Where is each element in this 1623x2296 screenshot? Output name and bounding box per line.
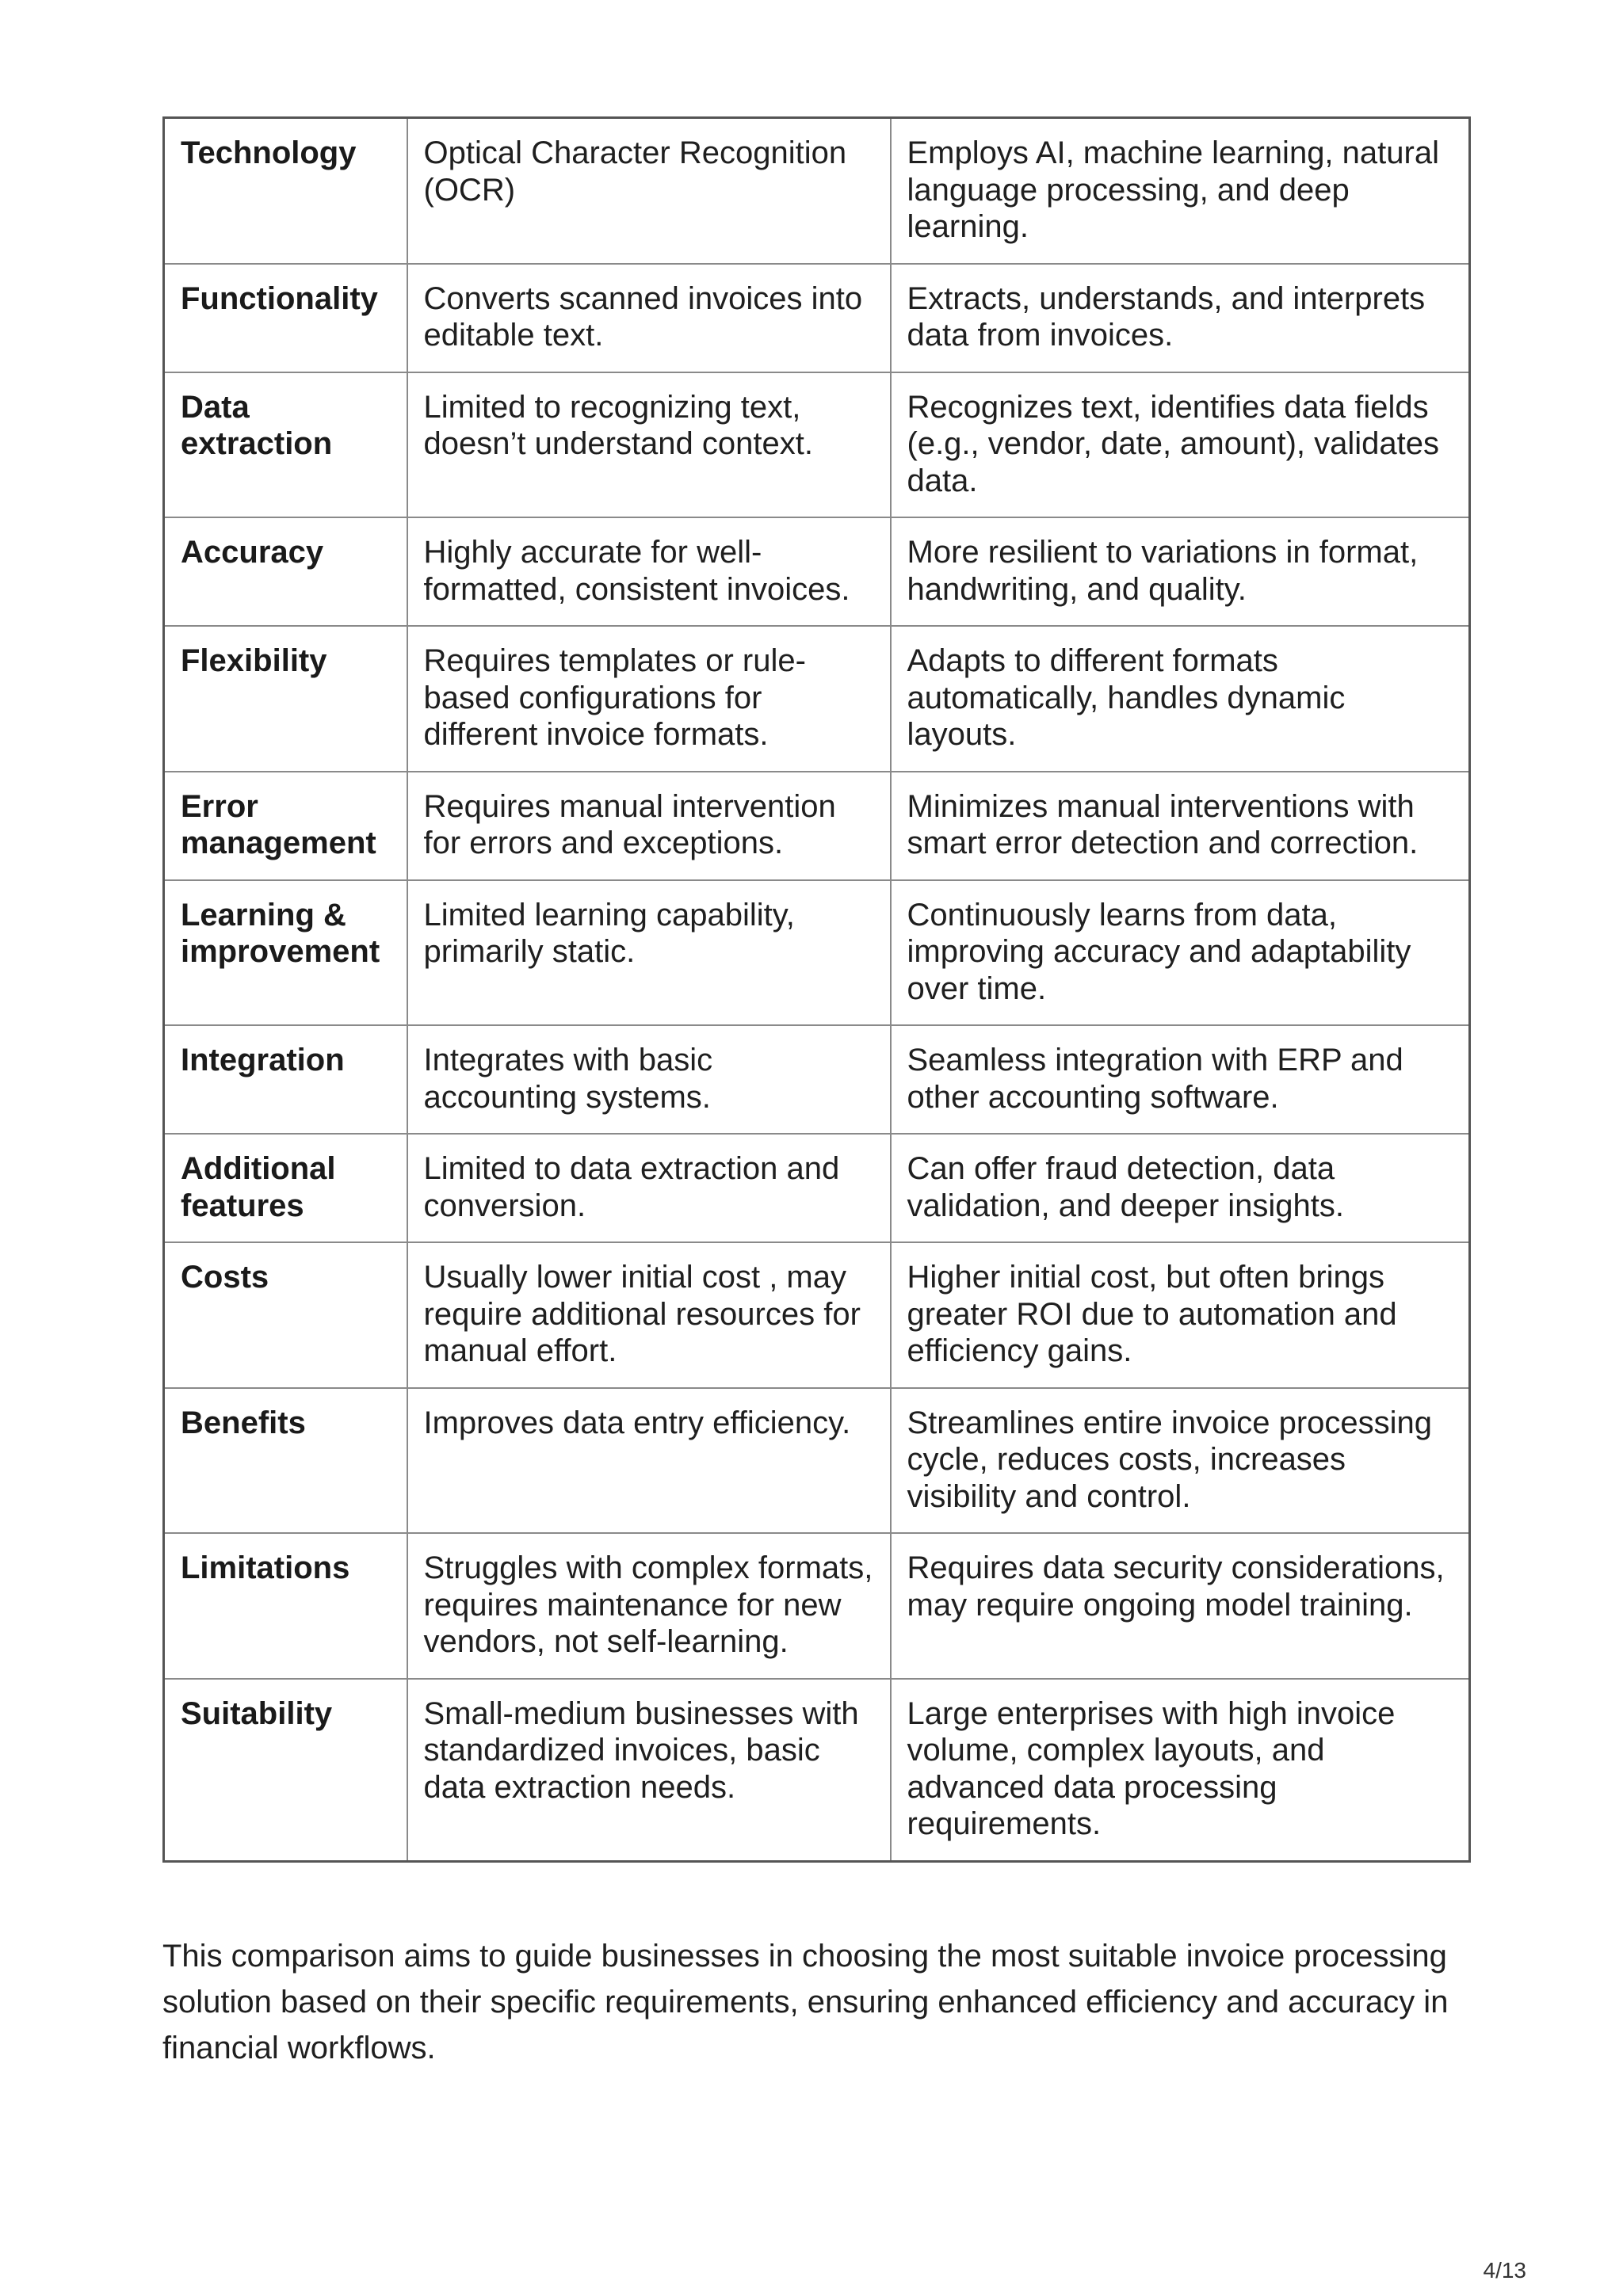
ai-cell: Continuously learns from data, improving accuracy and adaptability over time. bbox=[891, 880, 1470, 1026]
feature-cell: Suitability bbox=[164, 1679, 407, 1862]
feature-cell: Costs bbox=[164, 1242, 407, 1388]
ocr-cell: Integrates with basic accounting systems. bbox=[407, 1025, 891, 1134]
table-row bbox=[164, 772, 1470, 880]
ai-cell: Large enterprises with high invoice volume, complex layouts, and advanced data processing requirements. bbox=[891, 1679, 1470, 1862]
table-row bbox=[164, 1533, 1470, 1679]
ai-cell: Recognizes text, identifies data fields (e.g., vendor, date, amount), validates data. bbox=[891, 372, 1470, 518]
ocr-cell: Usually lower initial cost , may require additional resources for manual effort. bbox=[407, 1242, 891, 1388]
ai-cell: More resilient to variations in format, handwriting, and quality. bbox=[891, 517, 1470, 626]
ai-cell: Extracts, understands, and interprets data from invoices. bbox=[891, 264, 1470, 372]
comparison-table bbox=[162, 116, 1471, 1863]
ai-cell: Streamlines entire invoice processing cycle, reduces costs, increases visibility and control. bbox=[891, 1388, 1470, 1534]
feature-cell: Error management bbox=[164, 772, 407, 880]
feature-cell: Additional features bbox=[164, 1134, 407, 1242]
ocr-cell: Optical Character Recognition (OCR) bbox=[407, 118, 891, 264]
feature-cell: Flexibility bbox=[164, 626, 407, 772]
table-row bbox=[164, 1242, 1470, 1388]
table-row bbox=[164, 372, 1470, 518]
ocr-cell: Small-medium businesses with standardized invoices, basic data extraction needs. bbox=[407, 1679, 891, 1862]
ai-cell: Can offer fraud detection, data validation, and deeper insights. bbox=[891, 1134, 1470, 1242]
ocr-cell: Limited to data extraction and conversion. bbox=[407, 1134, 891, 1242]
ocr-cell: Highly accurate for well-formatted, consistent invoices. bbox=[407, 517, 891, 626]
ocr-cell: Improves data entry efficiency. bbox=[407, 1388, 891, 1534]
ai-cell: Minimizes manual interventions with smart error detection and correction. bbox=[891, 772, 1470, 880]
feature-cell: Learning & improvement bbox=[164, 880, 407, 1026]
ai-cell: Employs AI, machine learning, natural language processing, and deep learning. bbox=[891, 118, 1470, 264]
ocr-cell: Struggles with complex formats, requires maintenance for new vendors, not self-learning. bbox=[407, 1533, 891, 1679]
ocr-cell: Requires templates or rule-based configurations for different invoice formats. bbox=[407, 626, 891, 772]
ocr-cell: Limited to recognizing text, doesn’t understand context. bbox=[407, 372, 891, 518]
ai-cell: Adapts to different formats automatically, handles dynamic layouts. bbox=[891, 626, 1470, 772]
table-row bbox=[164, 517, 1470, 626]
feature-cell: Functionality bbox=[164, 264, 407, 372]
ocr-cell: Converts scanned invoices into editable text. bbox=[407, 264, 891, 372]
ocr-cell: Requires manual intervention for errors and exceptions. bbox=[407, 772, 891, 880]
table-row bbox=[164, 1679, 1470, 1862]
feature-cell: Accuracy bbox=[164, 517, 407, 626]
comparison-table-container bbox=[162, 116, 1468, 1863]
table-row bbox=[164, 1388, 1470, 1534]
summary-paragraph: This comparison aims to guide businesses in choosing the most suitable invoice processing solution based on their specific requirements, ensuring enhanced efficiency and accuracy in financial workflows. bbox=[162, 1939, 1449, 2065]
table-row bbox=[164, 626, 1470, 772]
feature-cell: Limitations bbox=[164, 1533, 407, 1679]
feature-cell: Integration bbox=[164, 1025, 407, 1134]
feature-cell: Benefits bbox=[164, 1388, 407, 1534]
page-number: 4/13 bbox=[1483, 2258, 1526, 2283]
ocr-cell: Limited learning capability, primarily static. bbox=[407, 880, 891, 1026]
feature-cell: Data extraction bbox=[164, 372, 407, 518]
table-row bbox=[164, 880, 1470, 1026]
table-row bbox=[164, 118, 1470, 264]
ai-cell: Requires data security considerations, may require ongoing model training. bbox=[891, 1533, 1470, 1679]
ai-cell: Higher initial cost, but often brings greater ROI due to automation and efficiency gains. bbox=[891, 1242, 1470, 1388]
table-row bbox=[164, 264, 1470, 372]
table-row bbox=[164, 1134, 1470, 1242]
table-row bbox=[164, 1025, 1470, 1134]
ai-cell: Seamless integration with ERP and other accounting software. bbox=[891, 1025, 1470, 1134]
feature-cell: Technology bbox=[164, 118, 407, 264]
